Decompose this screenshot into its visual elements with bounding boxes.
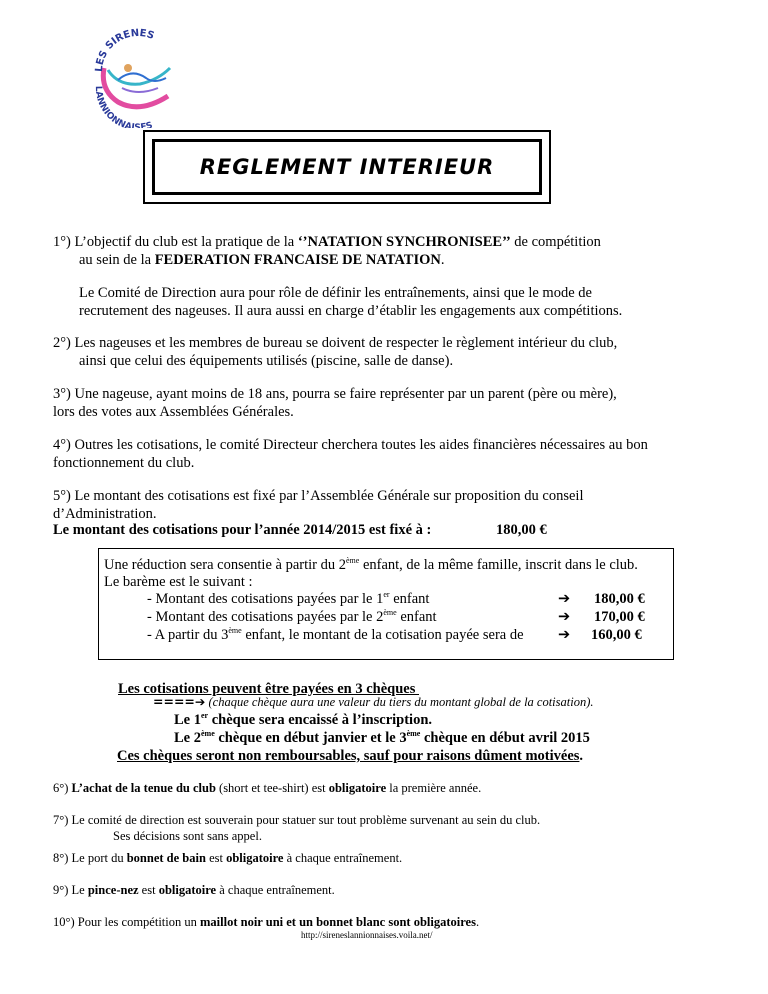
text: Une réduction sera consentie à partir du 2 <box>104 557 346 573</box>
text: - A partir du 3 <box>147 627 229 643</box>
reduction-intro <box>104 556 638 574</box>
cheques-title: Les cotisations peuvent être payées en 3 chèques <box>118 681 419 697</box>
arrow-icon: ➔ <box>558 627 571 643</box>
reduction-scale-label: Le barème est le suivant : <box>104 574 253 590</box>
text: enfant <box>389 591 430 607</box>
footer-url[interactable]: http://sireneslannionnaises.voila.net/ <box>301 930 433 940</box>
article-6 <box>53 780 481 796</box>
text: - Montant des cotisations payées par le 2 <box>147 609 384 625</box>
text: chèque sera encaissé à l’inscription. <box>208 712 433 728</box>
text-bold: FEDERATION FRANCAISE DE NATATION <box>154 252 441 268</box>
title-inner-frame <box>152 139 542 195</box>
cheques-note: (chaque chèque aura une valeur du tiers du montant global de la cotisation). <box>205 695 594 709</box>
arrow-icon: ➔ <box>558 609 571 625</box>
rate-row-2-label <box>147 608 437 626</box>
cheque-1 <box>174 711 432 729</box>
rate-row-3-label <box>147 626 524 644</box>
superscript: er <box>200 711 209 720</box>
text: enfant, de la même famille, inscrit dans le club. <box>359 557 638 573</box>
text: à chaque entraînement. <box>216 883 335 897</box>
text-bold: L’achat de la tenue du club <box>71 781 216 795</box>
text-bold: obligatoire <box>158 883 217 897</box>
text: . <box>440 252 445 268</box>
rate-row-2-amount: 170,00 € <box>594 609 645 625</box>
superscript: ème <box>345 556 360 565</box>
fee-label: Le montant des cotisations pour l’année 2014/2015 est fixé à : <box>53 522 432 538</box>
title-frame <box>143 130 551 204</box>
text: 1°) L’objectif du club est la pratique de la <box>53 234 298 250</box>
arrow-icon: ➔ <box>558 591 571 607</box>
cheques-non-refundable <box>117 747 583 765</box>
article-1-para-2-line-2: recrutement des nageuses. Il aura aussi en charge d’établir les engagements aux compétitions. <box>79 303 623 319</box>
rate-row-3-amount: 160,00 € <box>591 627 642 643</box>
text-bold: pince-nez <box>87 883 139 897</box>
text: 8°) Le port du <box>53 851 127 865</box>
article-9 <box>53 882 335 898</box>
article-10 <box>53 914 479 930</box>
article-7-line-2: Ses décisions sont sans appel. <box>113 829 262 843</box>
article-2-line-2: ainsi que celui des équipements utilisés (piscine, salle de danse). <box>79 353 454 369</box>
page-title: REGLEMENT INTERIEUR <box>199 155 495 179</box>
article-1-line-2 <box>79 251 444 269</box>
fee-amount: 180,00 € <box>496 522 547 538</box>
text: 10°) Pour les compétition un <box>53 915 200 929</box>
text: enfant, le montant de la cotisation payée sera de <box>241 627 524 643</box>
double-arrow-icon: ====➔ <box>153 694 206 709</box>
club-logo <box>88 28 188 128</box>
text: de compétition <box>510 234 601 250</box>
text: chèque en début janvier et le 3 <box>214 730 407 746</box>
article-7-line-1: 7°) Le comité de direction est souverain pour statuer sur tout problème survenant au sein du club. <box>53 813 541 827</box>
article-4-line-2: fonctionnement du club. <box>53 455 195 471</box>
article-3-line-1: 3°) Une nageuse, ayant moins de 18 ans, pourra se faire représenter par un parent (père ou mère), <box>53 386 617 402</box>
rate-row-1-label <box>147 590 429 608</box>
text: (short et tee-shirt) est <box>215 781 329 795</box>
text: chèque en début avril 2015 <box>420 730 590 746</box>
article-5-line-1: 5°) Le montant des cotisations est fixé par l’Assemblée Générale sur proposition du conseil <box>53 488 584 504</box>
article-3-line-2: lors des votes aux Assemblées Générales. <box>53 404 294 420</box>
text: la première année. <box>386 781 482 795</box>
text-bold: ‘’NATATION SYNCHRONISEE’’ <box>297 234 511 250</box>
rate-row-1-amount: 180,00 € <box>594 591 645 607</box>
text: enfant <box>396 609 437 625</box>
article-1-para-2-line-1: Le Comité de Direction aura pour rôle de définir les entraînements, ainsi que le mode de <box>79 285 592 301</box>
text: est <box>205 851 227 865</box>
text: . <box>475 915 480 929</box>
text-bold: maillot noir uni et un bonnet blanc sont obligatoires <box>200 915 476 929</box>
text: est <box>138 883 159 897</box>
text: . <box>579 748 584 764</box>
article-8 <box>53 850 402 866</box>
text: 9°) Le <box>53 883 88 897</box>
text-bold: obligatoire <box>226 851 284 865</box>
superscript: ème <box>383 608 397 617</box>
text-bold: bonnet de bain <box>126 851 206 865</box>
article-4-line-1: 4°) Outres les cotisations, le comité Directeur cherchera toutes les aides financières nécessaires au bon <box>53 437 648 453</box>
cheques-note-line <box>153 694 594 710</box>
cheque-2-3 <box>174 729 590 747</box>
superscript: ème <box>406 729 421 738</box>
superscript: ème <box>200 729 215 738</box>
logo-text-top: LES SIRENES <box>93 28 156 73</box>
superscript: ème <box>228 626 242 635</box>
article-5-line-2: d’Administration. <box>53 506 157 522</box>
article-2-line-1: 2°) Les nageuses et les membres de bureau se doivent de respecter le règlement intérieur du club, <box>53 335 618 351</box>
text: Le 2 <box>174 730 201 746</box>
text-bold: obligatoire <box>328 781 387 795</box>
superscript: er <box>383 590 390 599</box>
text: 6°) <box>53 781 72 795</box>
logo-text-bottom: LANNIONNAI ES <box>92 85 154 128</box>
text: au sein de la <box>79 252 155 268</box>
text: - Montant des cotisations payées par le 1 <box>147 591 384 607</box>
article-1-line-1 <box>53 233 601 251</box>
text-underlined: Ces chèques seront non remboursables, sauf pour raisons dûment motivées <box>117 748 580 764</box>
text: Le 1 <box>174 712 201 728</box>
text: à chaque entraînement. <box>283 851 403 865</box>
